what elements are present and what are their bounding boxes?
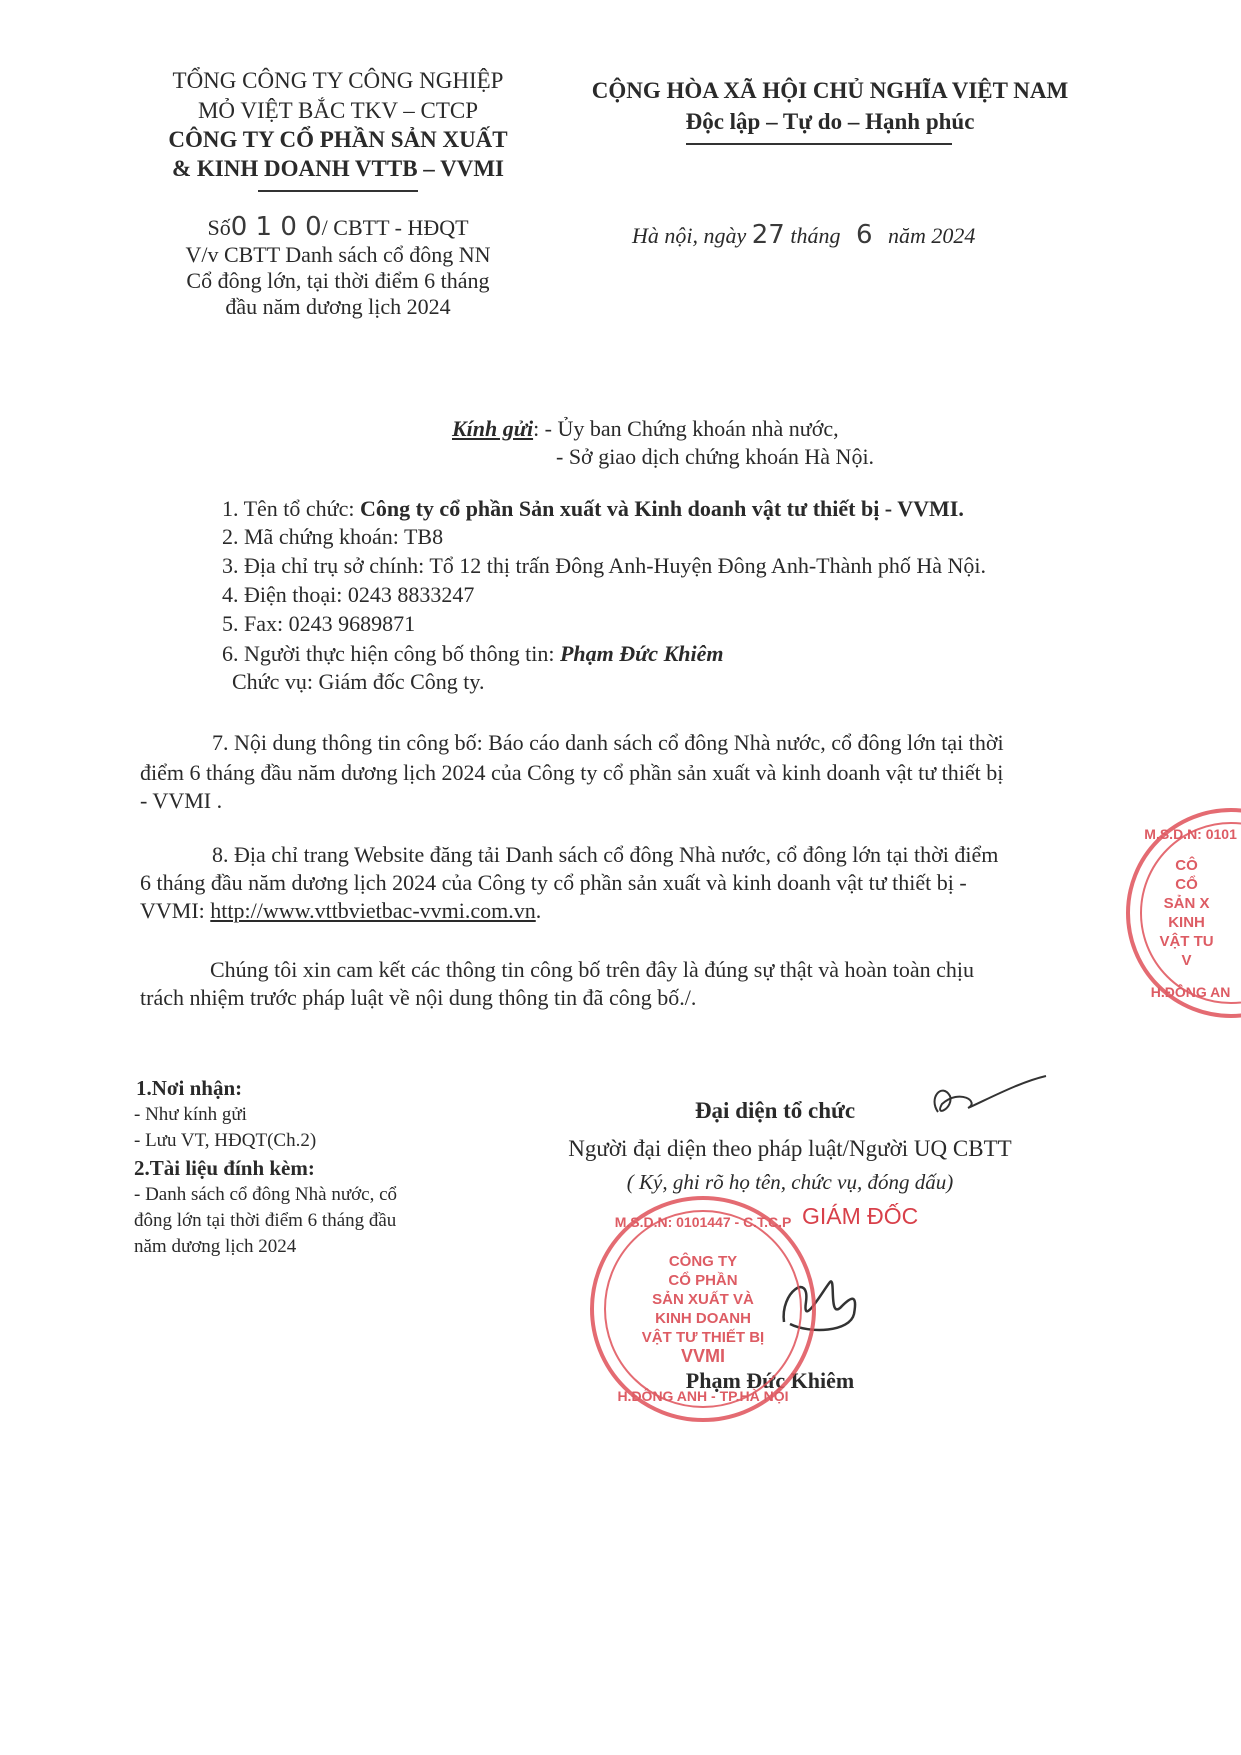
- item-org-name: 1. Tên tổ chức: Công ty cổ phần Sản xuất và Kinh doanh vật tư thiết bị - VVMI.: [222, 496, 964, 521]
- signatory-name: Phạm Đức Khiêm: [685, 1368, 855, 1393]
- website-link[interactable]: http://www.vttbvietbac-vvmi.com.vn: [210, 898, 536, 923]
- header-left-underline: [258, 190, 418, 192]
- parent-org-line2: MỎ VIỆT BẮC TKV – CTCP: [197, 98, 479, 123]
- para8-line2: 6 tháng đầu năm dương lịch 2024 của Công ty cổ phần sản xuất và kinh doanh vật tư thiết bị -: [140, 870, 967, 895]
- subject-line2: Cổ đông lớn, tại thời điểm 6 tháng: [186, 268, 490, 293]
- item-fax: 5. Fax: 0243 9689871: [222, 611, 416, 636]
- commitment-line1: Chúng tôi xin cam kết các thông tin công bố trên đây là đúng sự thật và hoàn toàn chịu: [210, 957, 975, 982]
- edge-seal-clip: [1090, 800, 1241, 1030]
- attachment-line3: năm dương lịch 2024: [134, 1236, 297, 1257]
- signature-title: Đại diện tổ chức: [694, 1098, 856, 1123]
- signature-position: GIÁM ĐỐC: [802, 1203, 919, 1229]
- recipients-line1: Kính gửi: - Ủy ban Chứng khoán nhà nước,: [452, 416, 839, 441]
- signature-subtitle: Người đại diện theo pháp luật/Người UQ CBTT: [568, 1136, 1012, 1161]
- document-date: Hà nội, ngày 27 tháng 6 năm 2024: [632, 220, 976, 250]
- attachment-line1: - Danh sách cổ đông Nhà nước, cổ: [134, 1184, 398, 1205]
- initials-scribble: [920, 1068, 1050, 1128]
- distribution-item-1: - Như kính gửi: [134, 1104, 247, 1125]
- subject-line1: V/v CBTT Danh sách cổ đông NN: [185, 242, 491, 267]
- company-name-line1: CÔNG TY CỔ PHẦN SẢN XUẤT: [168, 127, 508, 152]
- distribution-item-2: - Lưu VT, HĐQT(Ch.2): [134, 1130, 317, 1151]
- attachment-line2: đông lớn tại thời điểm 6 tháng đầu: [134, 1210, 397, 1231]
- item-address: 3. Địa chỉ trụ sở chính: Tổ 12 thị trấn Đông Anh-Huyện Đông Anh-Thành phố Hà Nội.: [222, 553, 987, 578]
- national-title: CỘNG HÒA XÃ HỘI CHỦ NGHĨA VIỆT NAM: [591, 78, 1069, 103]
- commitment-line2: trách nhiệm trước pháp luật về nội dung thông tin đã công bố./.: [140, 985, 697, 1010]
- para8-line3: VVMI: http://www.vttbvietbac-vvmi.com.vn.: [140, 898, 542, 923]
- para8-line1: 8. Địa chỉ trang Website đăng tải Danh sách cổ đông Nhà nước, cổ đông lớn tại thời điểm: [212, 842, 999, 867]
- item-stock-code: 2. Mã chứng khoán: TB8: [222, 524, 444, 549]
- recipients-line2: - Sở giao dịch chứng khoán Hà Nội.: [556, 444, 875, 469]
- parent-org-line1: TỔNG CÔNG TY CÔNG NGHIỆP: [172, 68, 504, 93]
- edge-seal: M.S.D.N: 0101 CÔ CỔ SẢN X KINH VẬT TU V H.ĐÔNG AN: [1126, 808, 1241, 1018]
- para7-line3: - VVMI .: [140, 788, 223, 813]
- signature-note: ( Ký, ghi rõ họ tên, chức vụ, đóng dấu): [626, 1170, 954, 1194]
- date-month: 6: [855, 220, 873, 250]
- attachment-title: 2.Tài liệu đính kèm:: [134, 1156, 315, 1180]
- date-day: 27: [751, 220, 785, 250]
- subject-line3: đầu năm dương lịch 2024: [225, 294, 451, 319]
- header-right-underline: [686, 143, 952, 145]
- company-name-line2: & KINH DOANH VTTB – VVMI: [171, 156, 505, 181]
- item-phone: 4. Điện thoại: 0243 8833247: [222, 582, 475, 607]
- para7-line2: điểm 6 tháng đầu năm dương lịch 2024 của Công ty cổ phần sản xuất và kinh doanh vật tư thiết bị: [140, 760, 1004, 785]
- recipients-label: Kính gửi: [452, 416, 534, 441]
- item-discloser-role: Chức vụ: Giám đốc Công ty.: [232, 669, 485, 694]
- distribution-title: 1.Nơi nhận:: [136, 1076, 243, 1100]
- national-motto: Độc lập – Tự do – Hạnh phúc: [685, 109, 975, 134]
- company-seal: M.S.D.N: 0101447 - C.T.C.P CÔNG TY CỔ PHẦN SẢN XUẤT VÀ KINH DOANH VẬT TƯ THIẾT BỊ VVMI H.ĐÔNG ANH - TP.HÀ NỘI: [590, 1196, 816, 1422]
- para7-line1: 7. Nội dung thông tin công bố: Báo cáo danh sách cổ đông Nhà nước, cổ đông lớn tại thời: [212, 730, 1004, 755]
- document-number: Số0 1 0 0/ CBTT - HĐQT: [207, 212, 469, 242]
- document-number-handwritten: 0 1 0 0: [230, 212, 322, 242]
- item-discloser: 6. Người thực hiện công bố thông tin: Phạm Đức Khiêm: [222, 641, 724, 666]
